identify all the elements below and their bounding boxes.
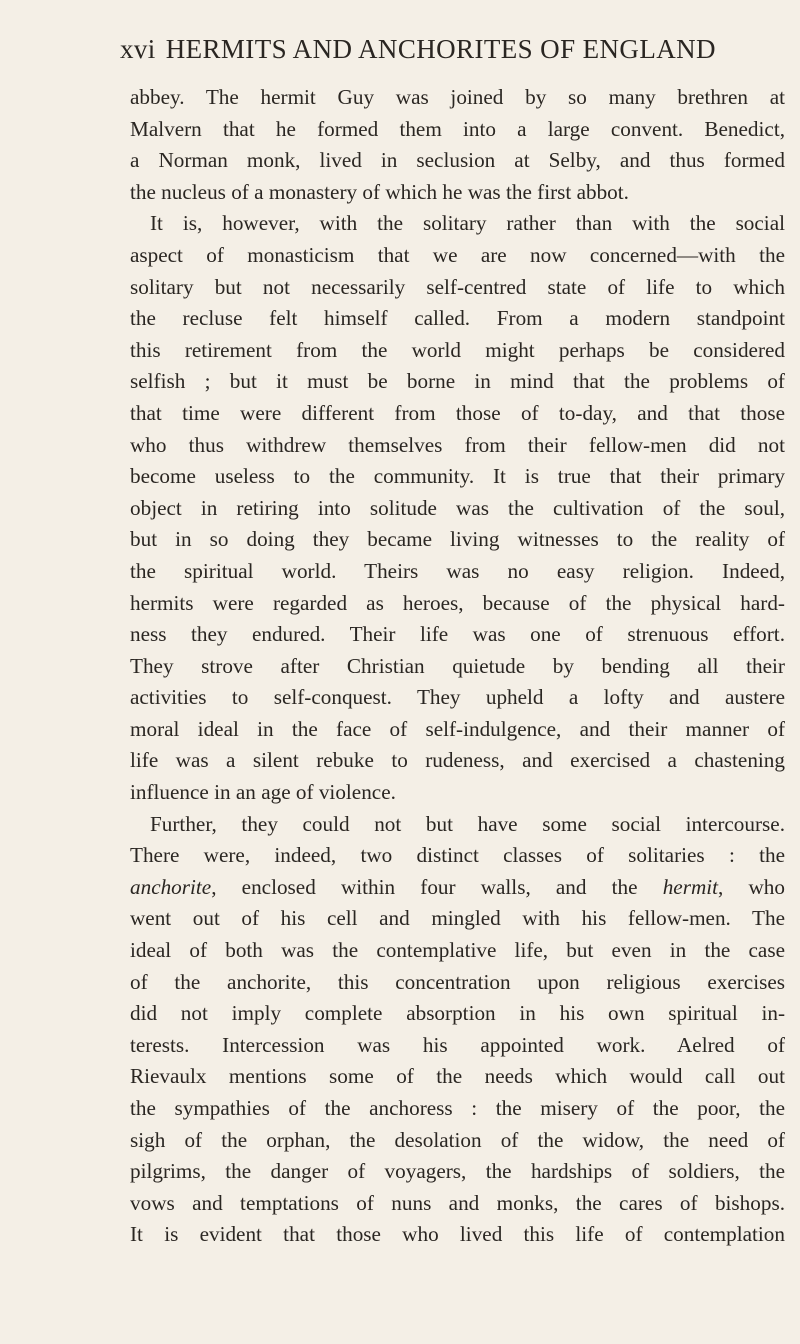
page-number: xvi [120, 34, 156, 64]
text-line: went out of his cell and mingled with his fellow-men. The [130, 906, 785, 931]
text-line: ideal of both was the contemplative life, but even in the case [130, 938, 785, 963]
text-line: become useless to the community. It is true that their primary [130, 464, 785, 489]
text-line: pilgrims, the danger of voyagers, the hardships of soldiers, the [130, 1159, 785, 1184]
text-line: life was a silent rebuke to rudeness, and exercised a chastening [130, 748, 785, 773]
text-line: It is evident that those who lived this life of contemplation [130, 1222, 785, 1247]
running-head [120, 32, 770, 66]
text-line: a Norman monk, lived in seclusion at Selby, and thus formed [130, 148, 785, 173]
italic-term-anchorite: anchorite [130, 874, 212, 899]
text-line: the spiritual world. Theirs was no easy religion. Indeed, [130, 558, 785, 583]
body-text [130, 82, 785, 1251]
text-line: moral ideal in the face of self-indulgence, and their manner of [130, 716, 785, 741]
text-line: selfish ; but it must be borne in mind that the problems of [130, 369, 785, 394]
text-line-with-italics [130, 872, 785, 904]
text-line: did not imply complete absorption in his own spiritual in- [130, 1001, 785, 1026]
text-line: It is, however, with the solitary rather than with the social [150, 211, 785, 236]
text-line: but in so doing they became living witnesses to the reality of [130, 527, 785, 552]
italic-term-hermit: hermit [662, 874, 719, 899]
text-line: They strove after Christian quietude by bending all their [130, 653, 785, 678]
text-run: , who [718, 874, 785, 899]
text-line: Malvern that he formed them into a large convent. Benedict, [130, 116, 785, 141]
text-line: this retirement from the world might perhaps be considered [130, 337, 785, 362]
text-line: activities to self-conquest. They upheld a lofty and austere [130, 685, 785, 710]
text-line: of the anchorite, this concentration upon religious exercises [130, 969, 785, 994]
text-line: vows and temptations of nuns and monks, the cares of bishops. [130, 1190, 785, 1215]
text-line: that time were different from those of to-day, and that those [130, 400, 785, 425]
text-line: aspect of monasticism that we are now concerned—with the [130, 242, 785, 267]
text-line: abbey. The hermit Guy was joined by so many brethren at [130, 85, 785, 109]
running-title: HERMITS AND ANCHORITES OF ENGLAND [165, 34, 716, 64]
text-line: sigh of the orphan, the desolation of the widow, the need of [130, 1127, 785, 1152]
text-line: There were, indeed, two distinct classes of solitaries : the [130, 843, 785, 868]
text-line: Rievaulx mentions some of the needs which would call out [130, 1064, 785, 1089]
text-line: influence in an age of violence. [130, 780, 396, 805]
text-line: the nucleus of a monastery of which he was the first abbot. [130, 179, 629, 204]
text-line: object in retiring into solitude was the cultivation of the soul, [130, 495, 785, 520]
text-line: the sympathies of the anchoress : the misery of the poor, the [130, 1096, 785, 1120]
text-line: who thus withdrew themselves from their fellow-men did not [130, 432, 785, 457]
text-line: Further, they could not but have some social intercourse. [150, 811, 785, 836]
text-line: solitary but not necessarily self-centred state of life to which [130, 274, 785, 299]
text-line: ness they endured. Their life was one of strenuous effort. [130, 622, 785, 647]
text-run: , enclosed within four walls, and the [211, 874, 663, 899]
text-line: the recluse felt himself called. From a modern standpoint [130, 306, 785, 331]
text-line: hermits were regarded as heroes, because of the physical hard- [130, 590, 785, 615]
text-line: terests. Intercession was his appointed work. Aelred of [130, 1032, 785, 1057]
